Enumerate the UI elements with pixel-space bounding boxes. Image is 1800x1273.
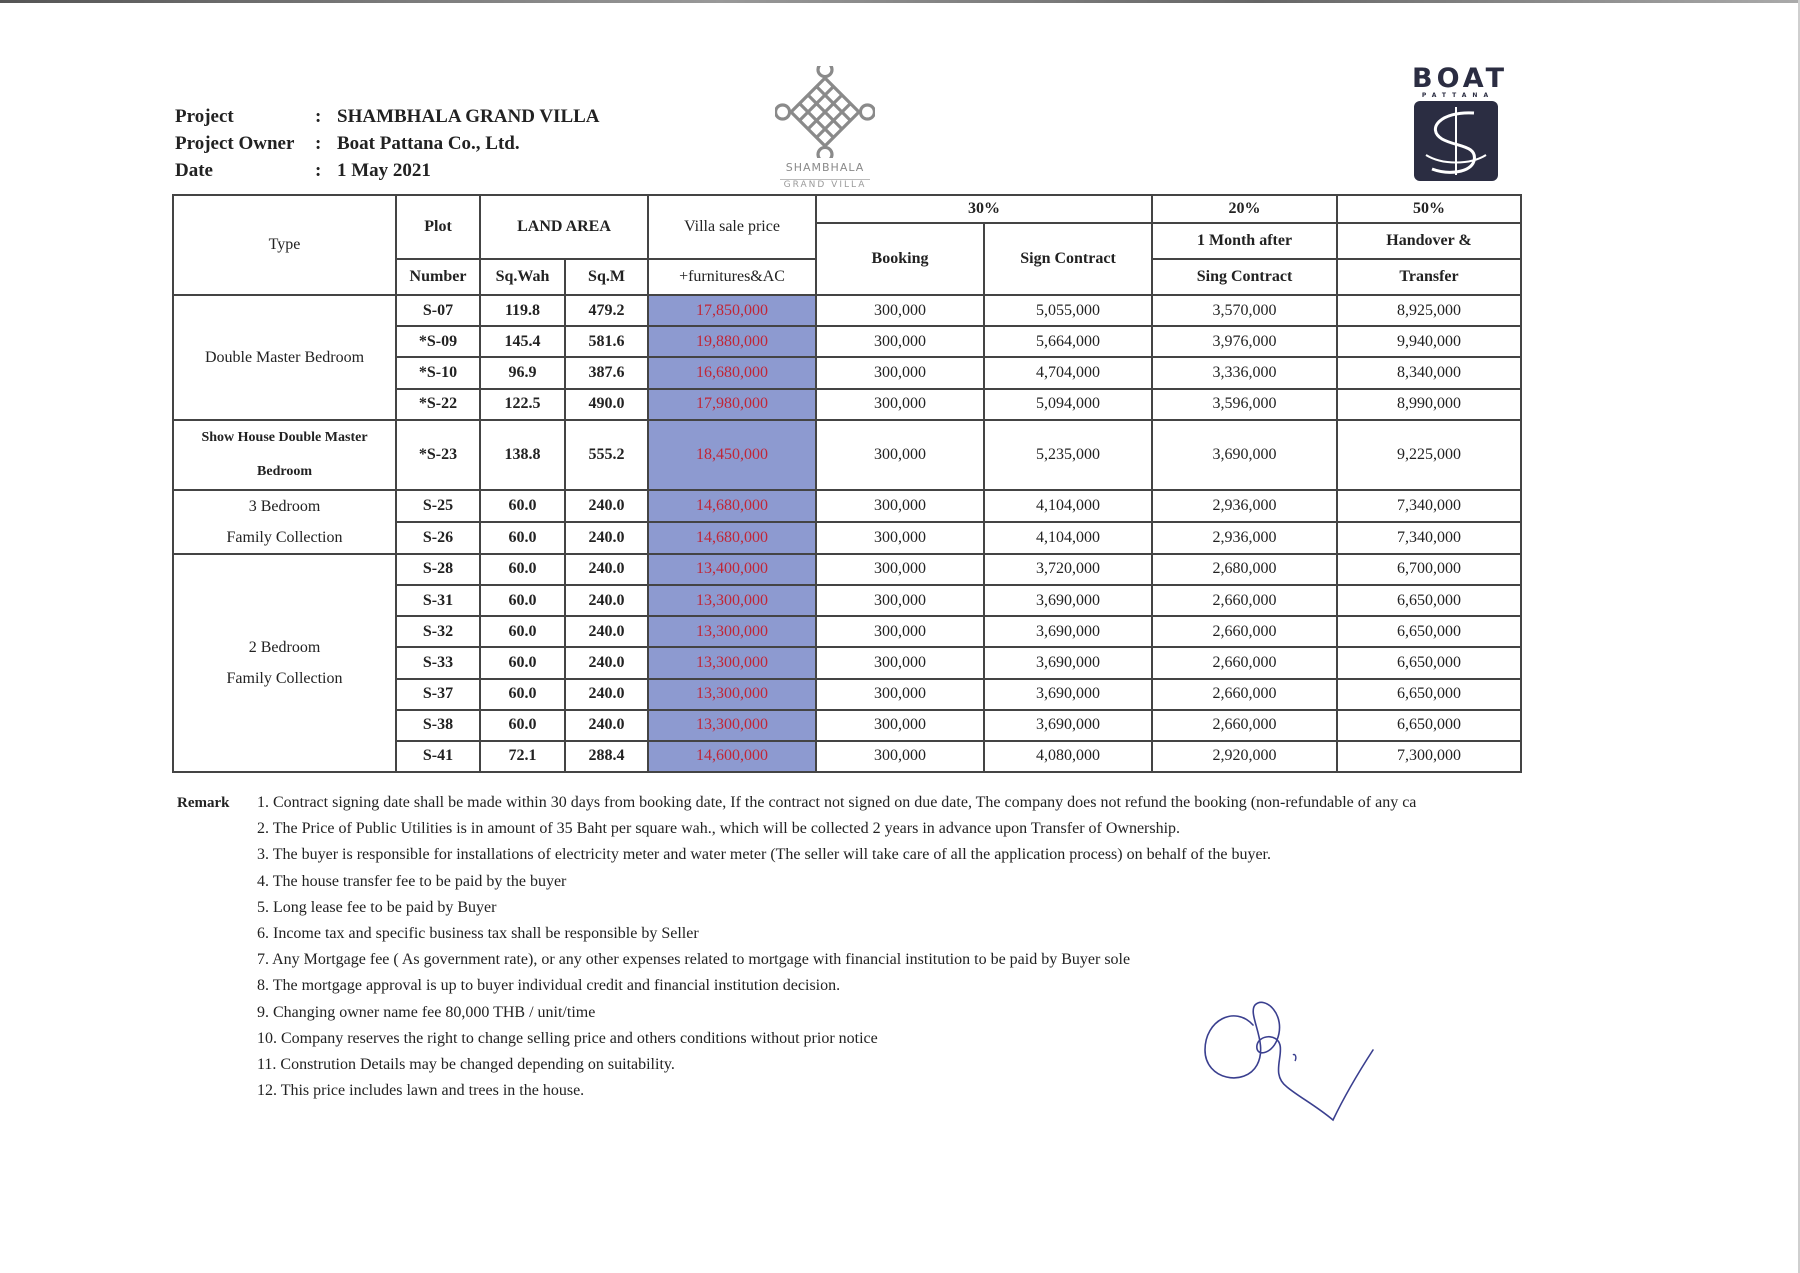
- price-cell: 18,450,000: [648, 420, 816, 490]
- remark-item: 2. The Price of Public Utilities is in amount of 35 Baht per square wah., which will be collected 2 years in advance upon Transfer of Ownership.: [257, 820, 1181, 838]
- booking-cell: 300,000: [816, 679, 984, 710]
- sq-wah-cell: 60.0: [480, 679, 565, 710]
- price-cell: 13,400,000: [648, 554, 816, 585]
- boat-pattana-logo: [1412, 63, 1509, 188]
- signature: [1195, 995, 1385, 1140]
- sign-contract-cell: 3,690,000: [984, 679, 1152, 710]
- table-row: [173, 554, 1521, 585]
- date-colon: :: [315, 160, 322, 181]
- sq-m-cell: 479.2: [565, 295, 648, 326]
- handover-cell: 8,340,000: [1337, 357, 1521, 388]
- type-2-bedroom-line1: 2 Bedroom: [248, 638, 321, 656]
- handover-cell: 6,650,000: [1337, 710, 1521, 741]
- type-show-house-line1: Show House Double Master: [201, 429, 368, 445]
- sq-m-header: Sq.M: [565, 259, 648, 295]
- sign-contract-cell: 3,690,000: [984, 616, 1152, 647]
- remark-item: 6. Income tax and specific business tax shall be responsible by Seller: [257, 925, 699, 943]
- plot-cell: S-41: [396, 741, 480, 772]
- price-cell: 14,680,000: [648, 490, 816, 522]
- table-row: [173, 295, 1521, 326]
- owner-colon: :: [315, 133, 322, 154]
- booking-cell: 300,000: [816, 326, 984, 357]
- price-table: [172, 194, 1522, 773]
- booking-cell: 300,000: [816, 295, 984, 326]
- sq-m-cell: 288.4: [565, 741, 648, 772]
- price-cell: 13,300,000: [648, 679, 816, 710]
- shambhala-logo-sub: GRAND VILLA: [780, 179, 871, 190]
- date-label: Date: [175, 160, 213, 181]
- type-show-house: [173, 420, 396, 490]
- sq-wah-cell: 60.0: [480, 490, 565, 522]
- sign-contract-cell: 5,094,000: [984, 389, 1152, 420]
- sign-contract-cell: 4,104,000: [984, 522, 1152, 554]
- price-cell: 13,300,000: [648, 616, 816, 647]
- sign-contract-cell: 3,690,000: [984, 710, 1152, 741]
- booking-cell: 300,000: [816, 585, 984, 616]
- month-after-cell: 2,660,000: [1152, 647, 1337, 678]
- villa-price-header: Villa sale price: [648, 195, 816, 259]
- project-label: Project: [175, 106, 234, 127]
- booking-cell: 300,000: [816, 710, 984, 741]
- table-row: [173, 490, 1521, 522]
- plot-cell: S-26: [396, 522, 480, 554]
- owner-label: Project Owner: [175, 133, 295, 154]
- price-cell: 13,300,000: [648, 710, 816, 741]
- pct20-header: 20%: [1152, 195, 1337, 223]
- sq-m-cell: 240.0: [565, 710, 648, 741]
- plot-cell: *S-23: [396, 420, 480, 490]
- sq-wah-cell: 60.0: [480, 522, 565, 554]
- handover-cell: 8,925,000: [1337, 295, 1521, 326]
- date-value: 1 May 2021: [337, 160, 431, 181]
- sign-contract-cell: 3,690,000: [984, 585, 1152, 616]
- sq-wah-cell: 60.0: [480, 647, 565, 678]
- remark-item: 9. Changing owner name fee 80,000 THB / unit/time: [257, 1003, 596, 1021]
- sign-contract-cell: 4,080,000: [984, 741, 1152, 772]
- plot-cell: S-32: [396, 616, 480, 647]
- document-header: [175, 103, 600, 184]
- handover-header-line1: Handover &: [1337, 223, 1521, 259]
- price-cell: 17,980,000: [648, 389, 816, 420]
- booking-cell: 300,000: [816, 490, 984, 522]
- scan-top-edge: [0, 0, 1800, 3]
- pct30-header: 30%: [816, 195, 1152, 223]
- date-row: [175, 157, 600, 184]
- month-after-cell: 2,936,000: [1152, 522, 1337, 554]
- plot-cell: *S-10: [396, 357, 480, 388]
- sign-contract-header: Sign Contract: [984, 223, 1152, 295]
- plot-cell: *S-09: [396, 326, 480, 357]
- remark-item: 12. This price includes lawn and trees in the house.: [257, 1082, 585, 1100]
- plot-cell: S-28: [396, 554, 480, 585]
- month-after-cell: 2,920,000: [1152, 741, 1337, 772]
- remark-item: 8. The mortgage approval is up to buyer individual credit and financial institution decision.: [257, 977, 841, 995]
- booking-cell: 300,000: [816, 647, 984, 678]
- plot-cell: S-38: [396, 710, 480, 741]
- sq-m-cell: 240.0: [565, 679, 648, 710]
- boat-logo-sub: PATTANA: [1421, 92, 1495, 99]
- sq-m-cell: 240.0: [565, 490, 648, 522]
- type-2-bedroom: [173, 554, 396, 772]
- plot-cell: S-33: [396, 647, 480, 678]
- month-after-cell: 3,976,000: [1152, 326, 1337, 357]
- sq-wah-cell: 96.9: [480, 357, 565, 388]
- price-cell: 13,300,000: [648, 647, 816, 678]
- price-cell: 17,850,000: [648, 295, 816, 326]
- booking-cell: 300,000: [816, 389, 984, 420]
- sq-wah-cell: 138.8: [480, 420, 565, 490]
- handover-cell: 6,650,000: [1337, 585, 1521, 616]
- land-area-header: LAND AREA: [480, 195, 648, 259]
- handover-cell: 6,700,000: [1337, 554, 1521, 585]
- project-row: [175, 103, 600, 130]
- sign-contract-cell: 3,690,000: [984, 647, 1152, 678]
- type-3-bedroom-line2: Family Collection: [226, 528, 343, 546]
- type-3-bedroom: [173, 490, 396, 554]
- booking-cell: 300,000: [816, 357, 984, 388]
- booking-cell: 300,000: [816, 522, 984, 554]
- sq-m-cell: 581.6: [565, 326, 648, 357]
- month-after-cell: 2,680,000: [1152, 554, 1337, 585]
- sq-wah-cell: 119.8: [480, 295, 565, 326]
- remark-label: Remark: [177, 795, 230, 811]
- owner-value: Boat Pattana Co., Ltd.: [337, 133, 520, 154]
- handover-cell: 9,225,000: [1337, 420, 1521, 490]
- furnitures-header: +furnitures&AC: [648, 259, 816, 295]
- booking-cell: 300,000: [816, 554, 984, 585]
- plot-header: Plot: [396, 195, 480, 259]
- sq-m-cell: 240.0: [565, 585, 648, 616]
- month-after-cell: 2,660,000: [1152, 710, 1337, 741]
- plot-cell: S-37: [396, 679, 480, 710]
- handover-header-line2: Transfer: [1337, 259, 1521, 295]
- price-cell: 14,680,000: [648, 522, 816, 554]
- handover-cell: 6,650,000: [1337, 647, 1521, 678]
- price-cell: 14,600,000: [648, 741, 816, 772]
- remark-item: 5. Long lease fee to be paid by Buyer: [257, 898, 497, 916]
- remark-item: 10. Company reserves the right to change selling price and others conditions without prior notice: [257, 1029, 878, 1047]
- booking-cell: 300,000: [816, 616, 984, 647]
- plot-cell: S-31: [396, 585, 480, 616]
- month-after-cell: 3,336,000: [1152, 357, 1337, 388]
- month-after-cell: 3,596,000: [1152, 389, 1337, 420]
- sign-contract-cell: 3,720,000: [984, 554, 1152, 585]
- handover-cell: 7,340,000: [1337, 490, 1521, 522]
- handover-cell: 6,650,000: [1337, 679, 1521, 710]
- handover-cell: 6,650,000: [1337, 616, 1521, 647]
- price-cell: 13,300,000: [648, 585, 816, 616]
- booking-cell: 300,000: [816, 420, 984, 490]
- handover-cell: 8,990,000: [1337, 389, 1521, 420]
- remark-item: 3. The buyer is responsible for installations of electricity meter and water meter (The seller will take care of all the application process) on behalf of the buyer.: [257, 846, 1271, 864]
- sq-m-cell: 240.0: [565, 554, 648, 585]
- sign-contract-cell: 5,235,000: [984, 420, 1152, 490]
- price-cell: 19,880,000: [648, 326, 816, 357]
- price-cell: 16,680,000: [648, 357, 816, 388]
- month-after-header-line2: Sing Contract: [1152, 259, 1337, 295]
- type-double-master: Double Master Bedroom: [173, 295, 396, 420]
- month-after-cell: 2,660,000: [1152, 616, 1337, 647]
- sq-m-cell: 555.2: [565, 420, 648, 490]
- sq-wah-cell: 60.0: [480, 710, 565, 741]
- sq-m-cell: 240.0: [565, 522, 648, 554]
- booking-header: Booking: [816, 223, 984, 295]
- sign-contract-cell: 5,055,000: [984, 295, 1152, 326]
- month-after-cell: 2,660,000: [1152, 679, 1337, 710]
- sign-contract-cell: 4,704,000: [984, 357, 1152, 388]
- type-show-house-line2: Bedroom: [257, 463, 312, 479]
- plot-number-header: Number: [396, 259, 480, 295]
- sq-wah-cell: 145.4: [480, 326, 565, 357]
- owner-row: [175, 130, 600, 157]
- handover-cell: 9,940,000: [1337, 326, 1521, 357]
- sq-m-cell: 240.0: [565, 616, 648, 647]
- handover-cell: 7,340,000: [1337, 522, 1521, 554]
- sign-contract-cell: 4,104,000: [984, 490, 1152, 522]
- sq-m-cell: 490.0: [565, 389, 648, 420]
- month-after-cell: 3,570,000: [1152, 295, 1337, 326]
- booking-cell: 300,000: [816, 741, 984, 772]
- month-after-cell: 2,660,000: [1152, 585, 1337, 616]
- sq-wah-cell: 60.0: [480, 585, 565, 616]
- type-2-bedroom-line2: Family Collection: [226, 669, 343, 687]
- table-row: [173, 420, 1521, 490]
- type-3-bedroom-line1: 3 Bedroom: [248, 497, 321, 515]
- handover-cell: 7,300,000: [1337, 741, 1521, 772]
- boat-logo-word: BOAT: [1412, 63, 1509, 94]
- sq-wah-cell: 72.1: [480, 741, 565, 772]
- plot-cell: *S-22: [396, 389, 480, 420]
- month-after-header-line1: 1 Month after: [1152, 223, 1337, 259]
- pct50-header: 50%: [1337, 195, 1521, 223]
- type-header: Type: [173, 195, 396, 295]
- sq-wah-header: Sq.Wah: [480, 259, 565, 295]
- endless-knot-icon: [775, 66, 875, 158]
- shambhala-logo-name: SHAMBHALA: [785, 161, 865, 174]
- remark-item: 1. Contract signing date shall be made within 30 days from booking date, If the contract not signed on due date, The company does not refund the booking (non-refundable of any ca: [257, 794, 1417, 811]
- month-after-cell: 3,690,000: [1152, 420, 1337, 490]
- project-value: SHAMBHALA GRAND VILLA: [337, 106, 600, 127]
- shambhala-logo: [770, 66, 880, 190]
- sq-wah-cell: 60.0: [480, 554, 565, 585]
- project-colon: :: [315, 106, 322, 127]
- plot-cell: S-07: [396, 295, 480, 326]
- boat-emblem-icon: [1412, 99, 1500, 183]
- remark-item: 4. The house transfer fee to be paid by the buyer: [257, 872, 567, 890]
- sq-m-cell: 240.0: [565, 647, 648, 678]
- sq-wah-cell: 60.0: [480, 616, 565, 647]
- sq-wah-cell: 122.5: [480, 389, 565, 420]
- remark-item: 11. Constrution Details may be changed depending on suitability.: [257, 1056, 675, 1074]
- month-after-cell: 2,936,000: [1152, 490, 1337, 522]
- sq-m-cell: 387.6: [565, 357, 648, 388]
- sign-contract-cell: 5,664,000: [984, 326, 1152, 357]
- remark-item: 7. Any Mortgage fee ( As government rate), or any other expenses related to mortgage with financial institution to be paid by Buyer sole: [257, 951, 1131, 969]
- plot-cell: S-25: [396, 490, 480, 522]
